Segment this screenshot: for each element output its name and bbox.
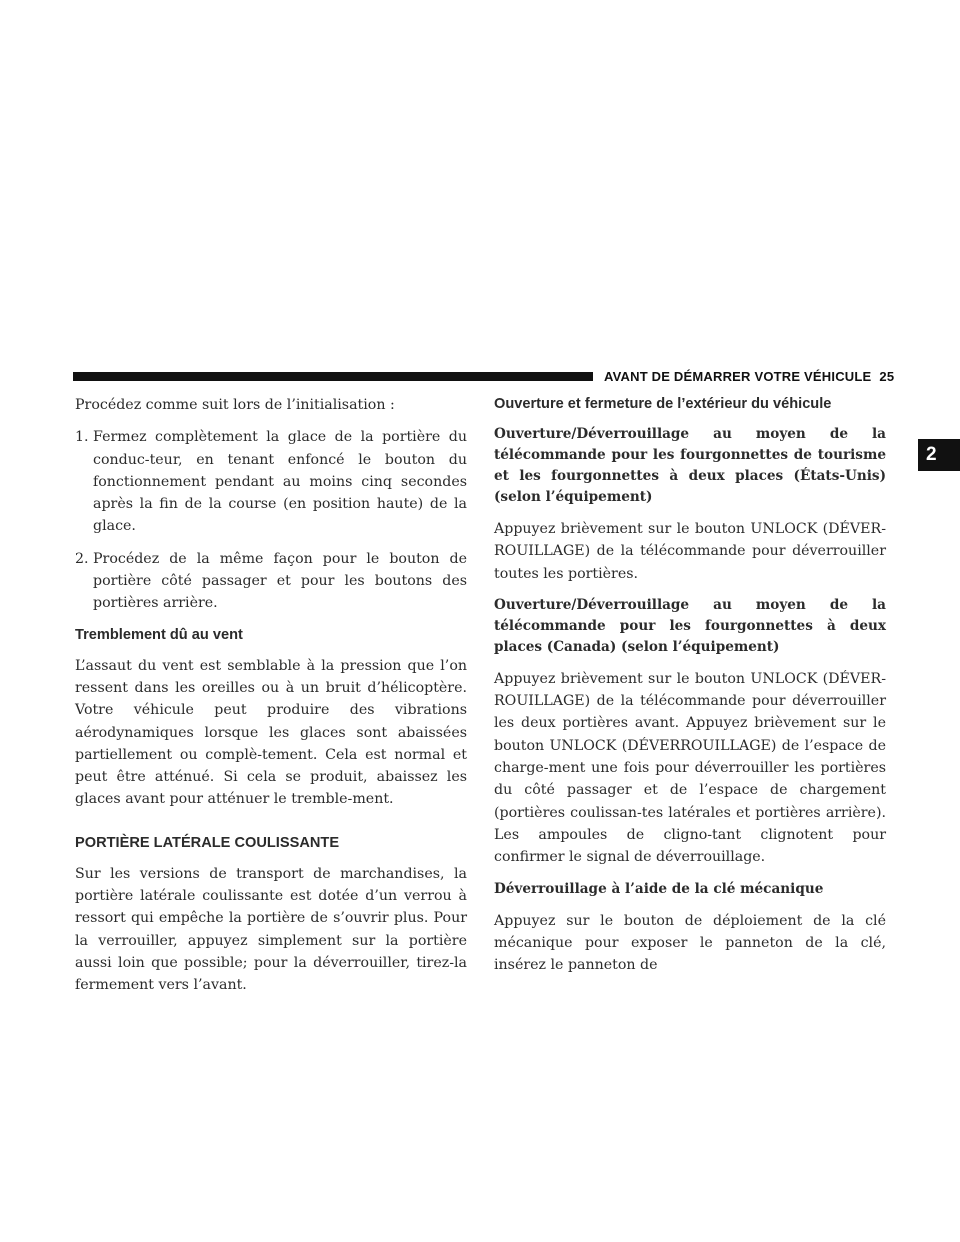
paragraph-canada: Appuyez brièvement sur le bouton UNLOCK (DÉVER-ROUILLAGE) de la télécommande pour déverrouiller les deux portières avant. Appuyez brièvement sur le bouton UNLOCK (DÉVERROUILLAGE) de l’espace de charge-ment une fois pour déverrouiller les portières du côté passager et de l’espace de chargement (portières coulissan-tes latérales et portières arrière). Les ampoules de cligno-tant clignotent pour confirmer le signal de déverrouillage.	[494, 670, 886, 866]
running-header	[604, 369, 894, 384]
left-column	[75, 394, 467, 1007]
intro-paragraph: Procédez comme suit lors de l’initialisation :	[75, 397, 395, 413]
subheading-mechanical-key: Déverrouillage à l’aide de la clé mécanique	[494, 880, 824, 897]
chapter-tab: 2	[918, 439, 960, 471]
list-text: Fermez complètement la glace de la portière du conduc-teur, en tenant enfoncé le bouton du fonctionnement pendant au moins cinq secondes après la fin de la course (en position haute) de la glace.	[93, 429, 467, 535]
list-number: 1.	[75, 429, 89, 446]
list-number: 2.	[75, 550, 89, 567]
list-item	[75, 426, 467, 537]
wind-heading: Tremblement dû au vent	[75, 626, 243, 643]
list-item	[75, 548, 467, 615]
exterior-heading: Ouverture et fermeture de l’extérieur du véhicule	[494, 396, 832, 412]
right-column	[494, 394, 886, 986]
subheading-canada: Ouverture/Déverrouillage au moyen de la télécommande pour les fourgonnettes à deux places (Canada) (selon l’équipement)	[494, 596, 886, 655]
page-number: 25	[879, 369, 895, 384]
header-rule	[73, 372, 593, 381]
wind-paragraph: L’assaut du vent est semblable à la pression que l’on ressent dans les oreilles ou à un bruit d’hélicoptère. Votre véhicule peut produire des vibrations aérodynamiques lorsque les glaces sont abaissées partiellement ou complè-tement. Cela est normal et peut être atténué. Si cela se produit, abaissez les glaces avant pour atténuer le tremble-ment.	[75, 657, 467, 808]
paragraph-usa: Appuyez brièvement sur le bouton UNLOCK (DÉVER-ROUILLAGE) de la télécommande pour déverrouiller toutes les portières.	[494, 521, 886, 582]
list-text: Procédez de la même façon pour le bouton de portière côté passager et pour les boutons des portières arrière.	[93, 550, 467, 612]
section-title: AVANT DE DÉMARRER VOTRE VÉHICULE	[604, 369, 872, 384]
paragraph-mechanical-key: Appuyez sur le bouton de déploiement de la clé mécanique pour exposer le panneton de la clé, insérez le panneton de	[494, 912, 886, 974]
sliding-door-paragraph: Sur les versions de transport de marchandises, la portière latérale coulissante est dotée d’un verrou à ressort qui empêche la portière de s’ouvrir plus. Pour la verrouiller, appuyez simplement sur la portière aussi loin que possible; pour la déverrouiller, tirez-la fermement vers l’avant.	[75, 865, 467, 994]
subheading-usa: Ouverture/Déverrouillage au moyen de la télécommande pour les fourgonnettes de tourisme et les fourgonnettes à deux places (États-Unis) (selon l’équipement)	[494, 426, 886, 505]
sliding-door-heading: PORTIÈRE LATÉRALE COULISSANTE	[75, 834, 340, 851]
